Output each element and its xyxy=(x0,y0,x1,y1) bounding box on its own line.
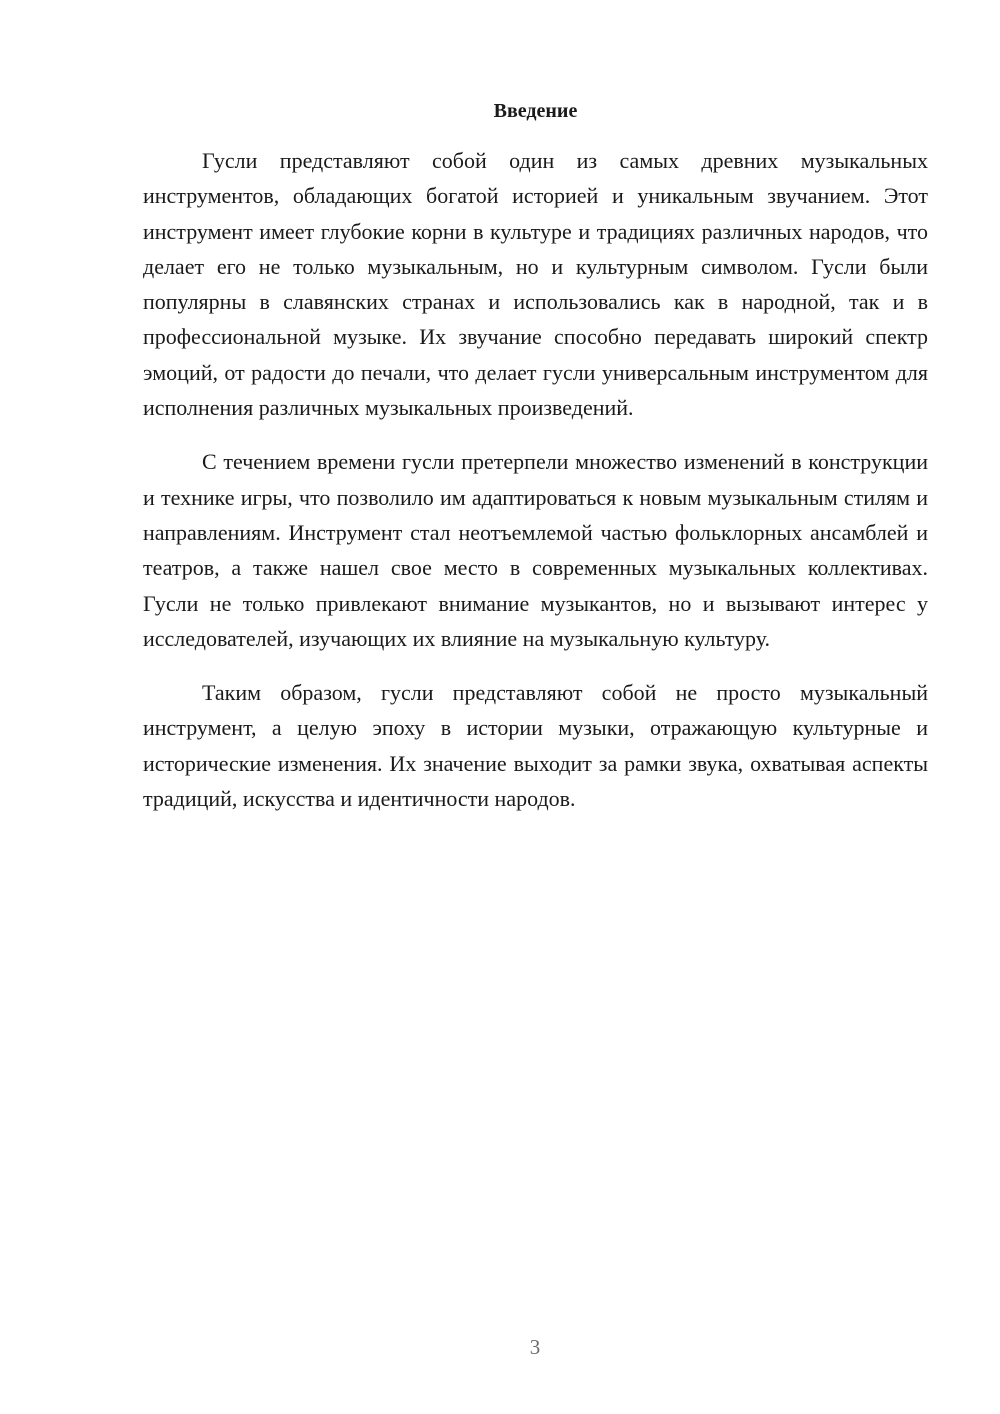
paragraph-3: Таким образом, гусли представляют собой не просто музыкальный инструмент, а целую эпоху в истории музыки, отражающую культурные и исторические изменения. Их значение выходит за рамки звука, охватывая аспекты традиций, искусства и идентичности народов. xyxy=(143,680,928,812)
paragraph-1: Гусли представляют собой один из самых древних музыкальных инструментов, обладающих богатой историей и уникальным звучанием. Этот инструмент имеет глубокие корни в культуре и традициях различных народов, что делает его не только музыкальным, но и культурным символом. Гусли были популярны в славянских странах и использовались как в народной, так и в профессиональной музыке. Их звучание способно передавать широкий спектр эмоций, от радости до печали, что делает гусли универсальным инструментом для исполнения различных музыкальных произведений. xyxy=(143,148,928,421)
body-text xyxy=(143,143,928,835)
page-number: 3 xyxy=(529,1335,541,1359)
paragraph-2: С течением времени гусли претерпели множество изменений в конструкции и технике игры, что позволило им адаптироваться к новым музыкальным стилям и направлениям. Инструмент стал неотъемлемой частью фольклорных ансамблей и театров, а также нашел свое место в современных музыкальных коллективах. Гусли не только привлекают внимание музыкантов, но и вызывают интерес у исследователей, изучающих их влияние на музыкальную культуру. xyxy=(143,449,928,651)
section-heading: Введение xyxy=(493,100,578,122)
